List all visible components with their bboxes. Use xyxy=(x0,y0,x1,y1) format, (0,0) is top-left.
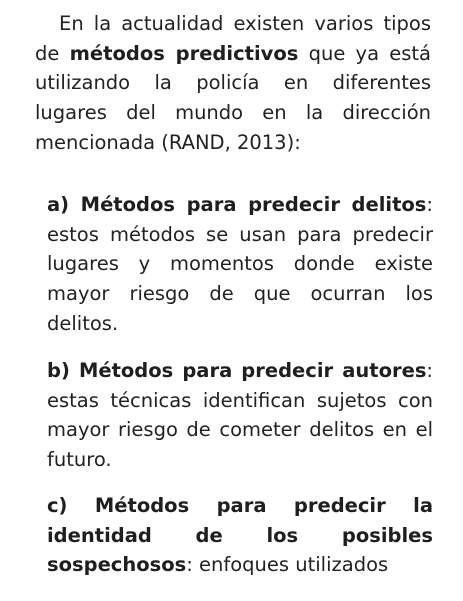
item-a-title: a) Métodos para predecir delitos xyxy=(47,193,427,216)
item-b-title: b) Métodos para predecir autores xyxy=(47,359,427,382)
item-c-text: : enfoques utilizados xyxy=(186,553,389,577)
list-item-a xyxy=(47,190,433,339)
item-c-title: c) Métodos para predecir la identidad de los posibles sospechosos xyxy=(47,494,433,577)
item-b-text: : estas técnicas identifican sujetos con mayor riesgo de cometer delitos en el futuro. xyxy=(47,359,433,472)
list-item-c xyxy=(47,491,433,580)
item-a-text: : estos métodos se usan para predecir lugares y momentos donde existe mayor riesgo de que ocurran los delitos. xyxy=(47,193,433,335)
intro-bold-term: métodos predictivos xyxy=(69,41,299,65)
list-item-b xyxy=(47,356,433,475)
intro-text-after: que ya está utilizando la policía en diferentes lugares del mundo en la dirección mencionada (RAND, 2013): xyxy=(35,41,431,154)
intro-text-before: En la actualidad existen varios tipos de xyxy=(35,12,431,65)
intro-paragraph xyxy=(35,9,431,158)
